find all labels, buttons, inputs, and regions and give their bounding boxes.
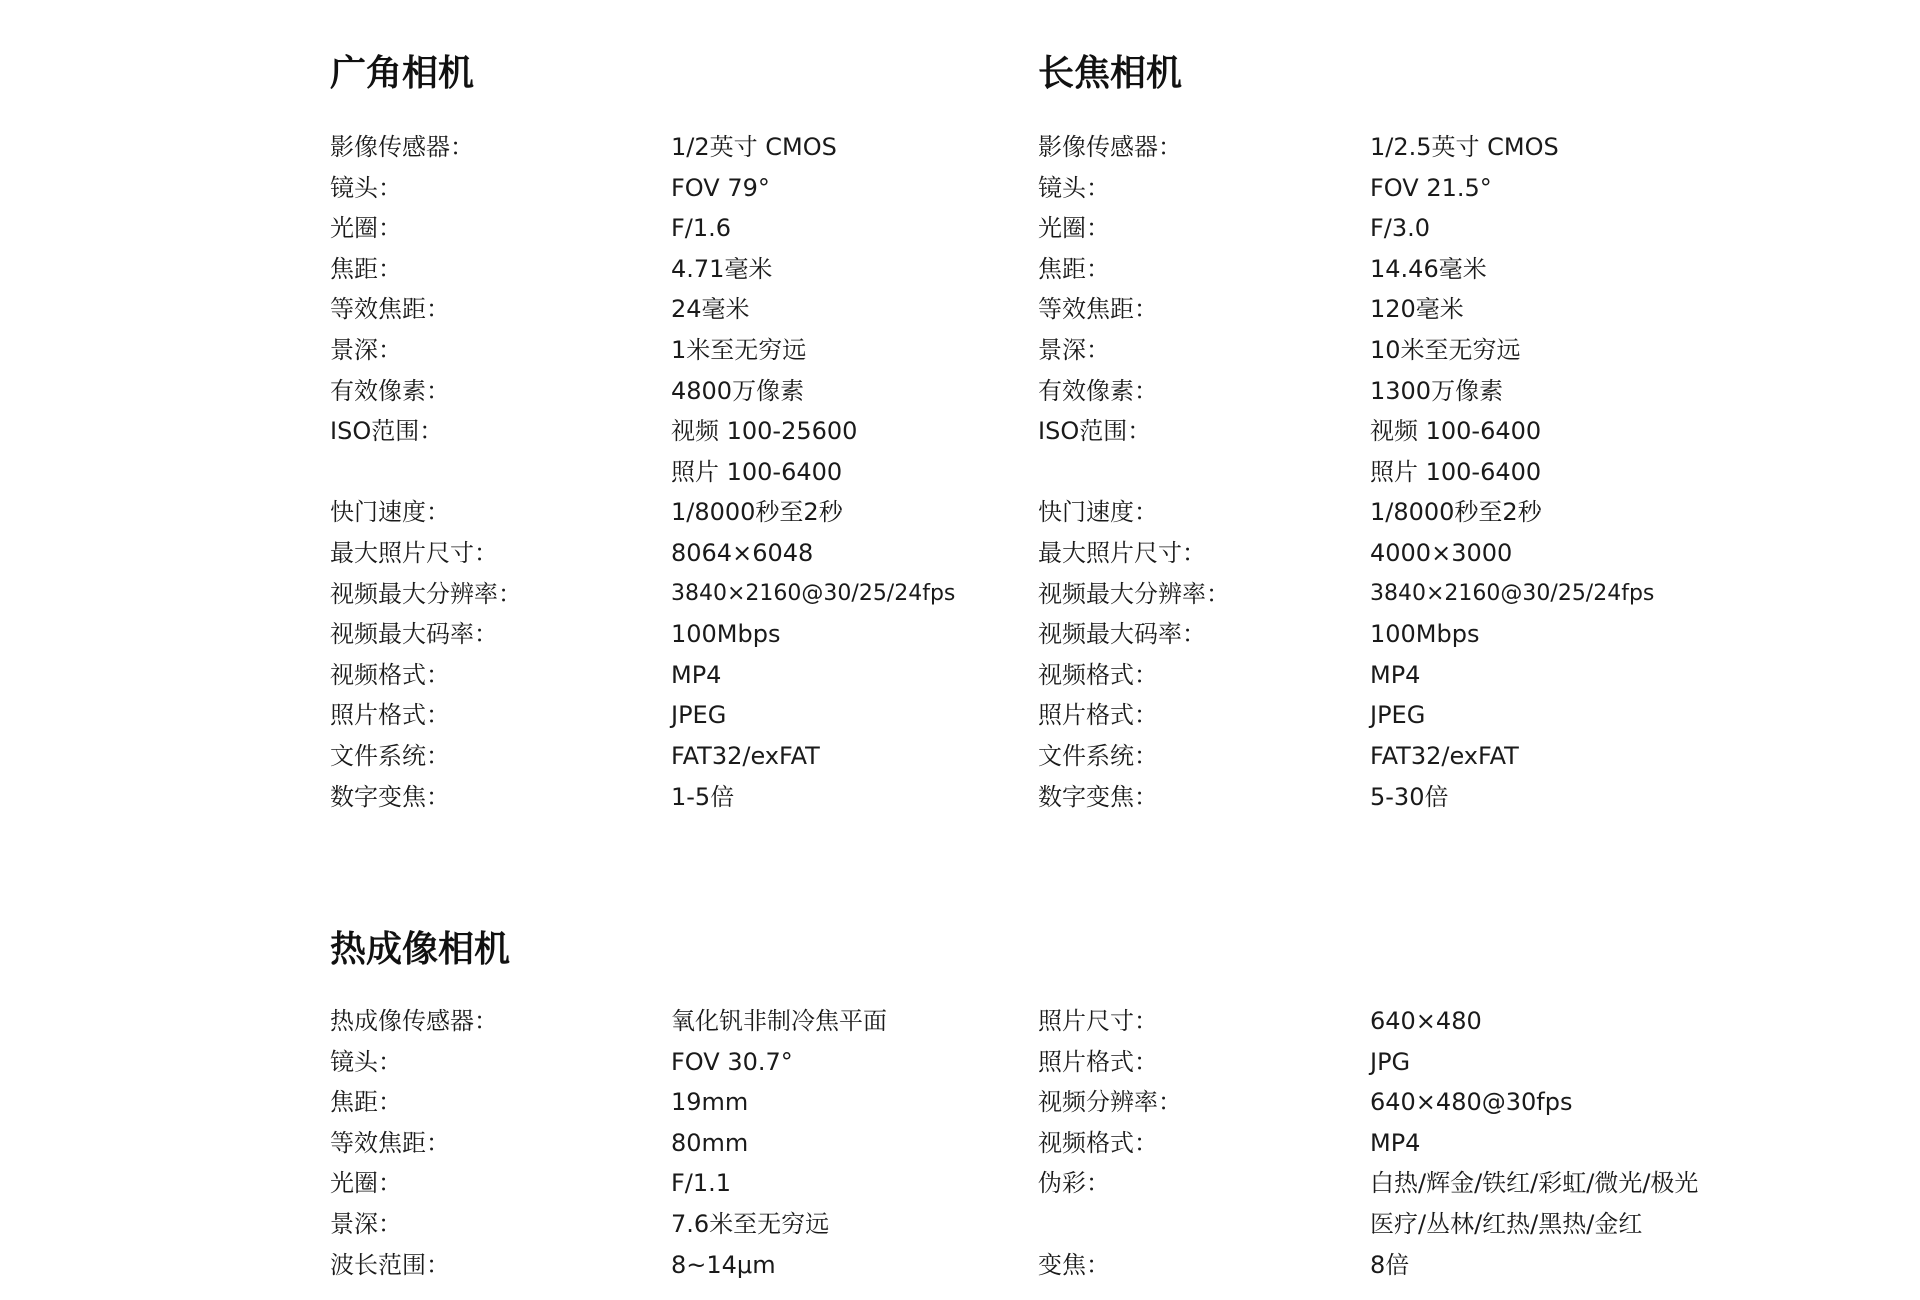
spec-row xyxy=(330,289,955,330)
spec-label: 光圈： xyxy=(1038,214,1110,243)
spec-row xyxy=(1038,168,1654,209)
spec-row xyxy=(1038,330,1654,371)
spec-values xyxy=(1370,533,1512,574)
spec-list-wide-camera xyxy=(330,127,955,817)
spec-row xyxy=(1038,492,1654,533)
spec-values xyxy=(1370,289,1464,330)
spec-label: ISO范围： xyxy=(330,417,444,446)
spec-row xyxy=(1038,655,1654,696)
spec-values xyxy=(671,1204,829,1245)
spec-label: 数字变焦： xyxy=(1038,782,1158,811)
spec-value: 100Mbps xyxy=(671,620,781,649)
spec-row xyxy=(1038,1042,1698,1083)
spec-value: 10米至无穷远 xyxy=(1370,335,1521,364)
spec-row xyxy=(330,1245,887,1286)
spec-label: 最大照片尺寸： xyxy=(330,538,498,567)
spec-label: 景深： xyxy=(330,1209,402,1238)
spec-label: 照片格式： xyxy=(330,701,450,730)
spec-label: 视频最大码率： xyxy=(1038,620,1206,649)
spec-label: 照片格式： xyxy=(1038,701,1158,730)
spec-label: 数字变焦： xyxy=(330,782,450,811)
spec-value: 8064×6048 xyxy=(671,538,814,567)
spec-values xyxy=(671,1082,748,1123)
spec-value: FAT32/exFAT xyxy=(1370,741,1519,770)
spec-label: 波长范围： xyxy=(330,1250,450,1279)
spec-values xyxy=(1370,777,1448,818)
spec-value: 24毫米 xyxy=(671,295,750,324)
spec-value: 1-5倍 xyxy=(671,782,735,811)
spec-values xyxy=(1370,736,1519,777)
spec-values xyxy=(1370,371,1503,412)
spec-row xyxy=(330,249,955,290)
spec-row xyxy=(1038,208,1654,249)
spec-label: 照片尺寸： xyxy=(1038,1007,1158,1035)
section-title-thermal-camera: 热成像相机 xyxy=(330,929,511,970)
spec-values xyxy=(1370,492,1542,533)
spec-label: 焦距： xyxy=(330,1088,402,1117)
spec-values xyxy=(671,1245,776,1286)
spec-row xyxy=(1038,289,1654,330)
spec-label: 影像传感器： xyxy=(330,133,474,161)
spec-label: 镜头： xyxy=(330,173,402,202)
spec-row xyxy=(1038,695,1654,736)
spec-value: MP4 xyxy=(671,660,722,689)
spec-values xyxy=(671,371,804,412)
spec-values xyxy=(1370,411,1541,492)
spec-row xyxy=(1038,574,1654,615)
spec-value: 14.46毫米 xyxy=(1370,254,1487,283)
spec-value: F/1.6 xyxy=(671,214,732,243)
spec-label: 镜头： xyxy=(1038,173,1110,202)
spec-list-tele-camera xyxy=(1038,127,1654,817)
spec-row xyxy=(330,1163,887,1204)
spec-value: FOV 21.5° xyxy=(1370,173,1492,202)
spec-label: 景深： xyxy=(330,335,402,364)
spec-values xyxy=(1370,1042,1410,1083)
spec-row xyxy=(1038,1245,1698,1286)
section-title-tele-camera: 长焦相机 xyxy=(1038,53,1183,94)
spec-label: 视频最大分辨率： xyxy=(330,579,522,608)
spec-value: F/1.1 xyxy=(671,1169,732,1198)
spec-label: 影像传感器： xyxy=(1038,133,1182,161)
spec-row xyxy=(330,1001,887,1042)
spec-list-thermal-camera-left xyxy=(330,1001,887,1285)
spec-value: 1/2.5英寸 CMOS xyxy=(1370,133,1559,161)
spec-label: 变焦： xyxy=(1038,1250,1110,1279)
spec-values xyxy=(1370,1163,1698,1244)
spec-values xyxy=(671,1163,731,1204)
spec-value: 视频 100-6400 xyxy=(1370,417,1542,446)
spec-value: 640×480@30fps xyxy=(1370,1088,1573,1117)
spec-values xyxy=(671,168,770,209)
spec-value: 视频 100-25600 xyxy=(671,417,858,446)
spec-values xyxy=(1370,127,1559,168)
spec-value: 4800万像素 xyxy=(671,376,805,405)
spec-value: 8倍 xyxy=(1370,1250,1410,1279)
spec-row xyxy=(330,127,955,168)
spec-value: 3840×2160@30/25/24fps xyxy=(671,580,956,606)
spec-row xyxy=(330,614,955,655)
spec-label: 视频最大码率： xyxy=(330,620,498,649)
spec-row xyxy=(330,168,955,209)
spec-values xyxy=(1370,614,1480,655)
spec-row xyxy=(330,1082,887,1123)
spec-label: 视频格式： xyxy=(1038,660,1158,689)
spec-values xyxy=(671,1001,887,1042)
spec-row xyxy=(1038,614,1654,655)
spec-value: 7.6米至无穷远 xyxy=(671,1209,830,1238)
spec-value: JPG xyxy=(1370,1047,1411,1076)
spec-row xyxy=(1038,1123,1698,1164)
spec-label: 视频格式： xyxy=(330,660,450,689)
spec-values xyxy=(1370,1245,1409,1286)
spec-values xyxy=(1370,1082,1572,1123)
spec-value: 3840×2160@30/25/24fps xyxy=(1370,580,1655,606)
spec-label: 光圈： xyxy=(330,214,402,243)
spec-value: 4.71毫米 xyxy=(671,254,773,283)
spec-label: 视频分辨率： xyxy=(1038,1088,1182,1117)
spec-label: 伪彩： xyxy=(1038,1169,1110,1198)
spec-label: 有效像素： xyxy=(330,376,450,405)
spec-row xyxy=(330,777,955,818)
spec-values xyxy=(671,777,734,818)
spec-label: 焦距： xyxy=(1038,254,1110,283)
spec-value: 1/2英寸 CMOS xyxy=(671,133,837,161)
spec-values xyxy=(671,1123,748,1164)
spec-values xyxy=(671,574,955,615)
spec-values xyxy=(1370,249,1487,290)
spec-row xyxy=(1038,249,1654,290)
spec-values xyxy=(1370,208,1430,249)
spec-value: 8~14μm xyxy=(671,1250,776,1279)
spec-row xyxy=(330,736,955,777)
spec-value: JPEG xyxy=(671,701,727,730)
spec-value: FOV 30.7° xyxy=(671,1047,793,1076)
spec-row xyxy=(1038,777,1654,818)
spec-row xyxy=(1038,1001,1698,1042)
spec-row xyxy=(1038,736,1654,777)
spec-value: 1米至无穷远 xyxy=(671,335,807,364)
spec-value: 5-30倍 xyxy=(1370,782,1449,811)
spec-label: 文件系统： xyxy=(1038,741,1158,770)
spec-row xyxy=(1038,127,1654,168)
spec-values xyxy=(1370,574,1654,615)
spec-values xyxy=(671,533,813,574)
spec-values xyxy=(671,736,820,777)
spec-values xyxy=(671,249,772,290)
spec-row xyxy=(330,330,955,371)
spec-row xyxy=(1038,1163,1698,1244)
spec-row xyxy=(330,695,955,736)
spec-values xyxy=(671,695,726,736)
spec-values xyxy=(1370,695,1425,736)
spec-value: MP4 xyxy=(1370,660,1421,689)
spec-label: 等效焦距： xyxy=(330,1128,450,1157)
spec-value: 氧化钒非制冷焦平面 xyxy=(671,1007,887,1035)
spec-values xyxy=(671,330,806,371)
spec-value: 19mm xyxy=(671,1088,749,1117)
spec-label: 景深： xyxy=(1038,335,1110,364)
spec-value: 4000×3000 xyxy=(1370,538,1513,567)
spec-label: 热成像传感器： xyxy=(330,1007,498,1035)
spec-label: 快门速度： xyxy=(1038,498,1158,527)
spec-row xyxy=(1038,1082,1698,1123)
spec-value: 100Mbps xyxy=(1370,620,1480,649)
spec-label: 有效像素： xyxy=(1038,376,1158,405)
spec-value: 医疗/丛林/红热/黑热/金红 xyxy=(1370,1209,1643,1238)
spec-value: MP4 xyxy=(1370,1128,1421,1157)
spec-values xyxy=(1370,330,1521,371)
spec-label: 文件系统： xyxy=(330,741,450,770)
spec-label: 最大照片尺寸： xyxy=(1038,538,1206,567)
spec-row xyxy=(330,574,955,615)
spec-values xyxy=(671,492,843,533)
spec-row xyxy=(330,533,955,574)
spec-row xyxy=(330,1042,887,1083)
spec-label: 照片格式： xyxy=(1038,1047,1158,1076)
spec-label: 视频格式： xyxy=(1038,1128,1158,1157)
spec-label: 快门速度： xyxy=(330,498,450,527)
spec-row xyxy=(1038,533,1654,574)
spec-label: 等效焦距： xyxy=(330,295,450,324)
spec-label: 视频最大分辨率： xyxy=(1038,579,1230,608)
spec-list-thermal-camera-right xyxy=(1038,1001,1698,1285)
spec-value: 1300万像素 xyxy=(1370,376,1504,405)
spec-label: 光圈： xyxy=(330,1169,402,1198)
spec-values xyxy=(671,655,721,696)
spec-label: 镜头： xyxy=(330,1047,402,1076)
spec-row xyxy=(330,1123,887,1164)
spec-values xyxy=(671,127,837,168)
spec-value: 白热/辉金/铁红/彩虹/微光/极光 xyxy=(1370,1169,1699,1198)
spec-values xyxy=(671,1042,793,1083)
spec-values xyxy=(1370,655,1420,696)
spec-value: 120毫米 xyxy=(1370,295,1464,324)
spec-values xyxy=(671,411,857,492)
spec-value: 80mm xyxy=(671,1128,749,1157)
spec-values xyxy=(1370,1123,1420,1164)
spec-value: 照片 100-6400 xyxy=(1370,457,1542,486)
spec-value: 1/8000秒至2秒 xyxy=(671,498,843,527)
spec-value: 1/8000秒至2秒 xyxy=(1370,498,1542,527)
spec-values xyxy=(671,208,731,249)
section-title-wide-camera: 广角相机 xyxy=(330,53,475,94)
spec-row xyxy=(330,411,955,492)
spec-value: 640×480 xyxy=(1370,1007,1482,1035)
spec-label: ISO范围： xyxy=(1038,417,1152,446)
spec-value: JPEG xyxy=(1370,701,1426,730)
spec-row xyxy=(330,492,955,533)
spec-row xyxy=(1038,371,1654,412)
spec-row xyxy=(330,371,955,412)
spec-value: FOV 79° xyxy=(671,173,770,202)
spec-label: 焦距： xyxy=(330,254,402,283)
spec-row xyxy=(330,208,955,249)
spec-row xyxy=(330,1204,887,1245)
spec-values xyxy=(671,289,750,330)
spec-values xyxy=(1370,168,1492,209)
spec-value: 照片 100-6400 xyxy=(671,457,843,486)
spec-values xyxy=(1370,1001,1482,1042)
spec-value: F/3.0 xyxy=(1370,214,1431,243)
spec-row xyxy=(330,655,955,696)
spec-row xyxy=(1038,411,1654,492)
spec-label: 等效焦距： xyxy=(1038,295,1158,324)
spec-values xyxy=(671,614,781,655)
spec-value: FAT32/exFAT xyxy=(671,741,820,770)
